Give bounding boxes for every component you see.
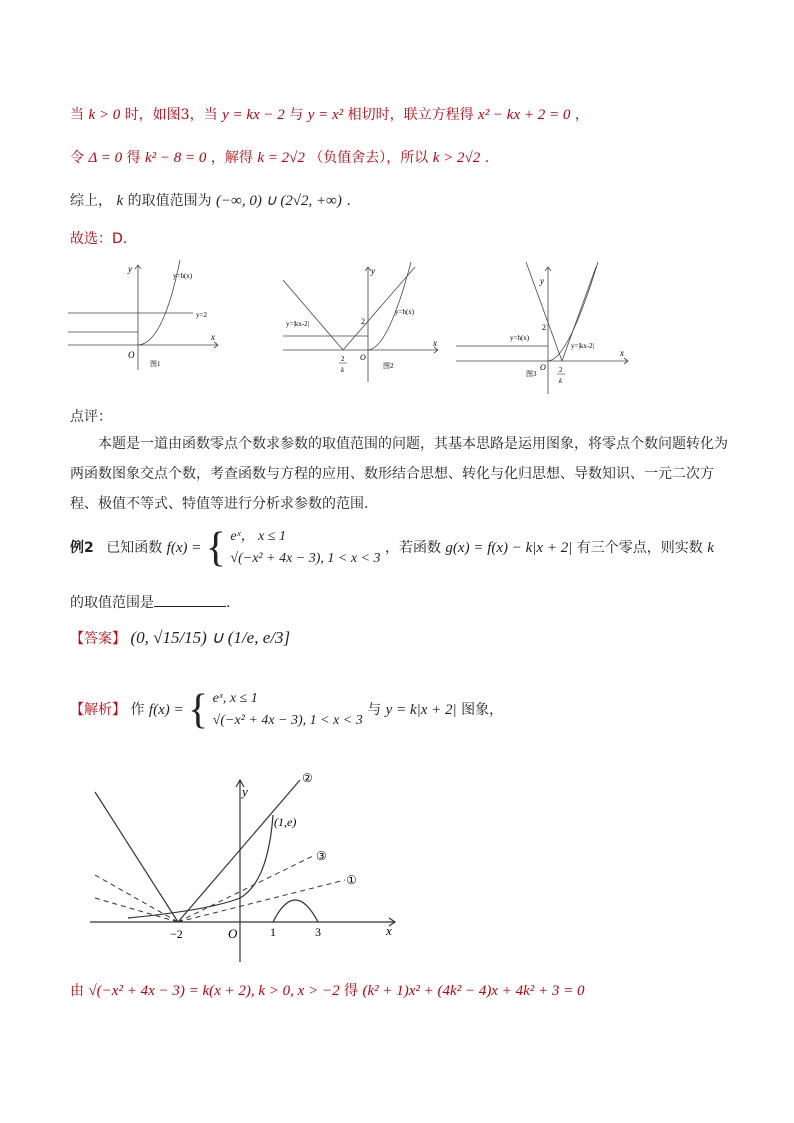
graph-line-3-left <box>95 875 178 922</box>
analysis-line: 【解析】 作 f(x) = { eˣ, x ≤ 1 √(−x² + 4x − 3), 1 < x < 3 与 y = k|x + 2| 图象， <box>70 687 504 733</box>
graph-line-2-left <box>95 792 178 922</box>
example2-line-2: 的取值范围是 . <box>70 595 231 611</box>
fig2-abs-left <box>283 280 343 350</box>
fig2-curve-label: y=h(x) <box>395 308 415 316</box>
fig1-curve-label: y=h(x) <box>173 272 193 280</box>
fig2-origin-label: O <box>360 353 366 362</box>
graph-line-2-right <box>178 780 300 922</box>
solution-line-2: 令 Δ = 0 得 k² − 8 = 0 ，解得 k = 2√2 （负值舍去），所以 k > 2√2 . <box>70 150 490 166</box>
example2-statement: 例2 已知函数 f(x) = { eˣ， x ≤ 1 √(−x² + 4x − 3), 1 < x < 3 ，若函数 g(x) = f(x) − k|x + 2| 有三个零点，则实数 k <box>70 525 714 571</box>
answer-value: (0, √15/15) ∪ (1/e, e/3] <box>130 628 291 647</box>
fig3-two-label: 2 <box>542 323 546 332</box>
example2-brace: { <box>205 525 226 571</box>
graph-y-label: y <box>242 784 248 799</box>
analysis-graph <box>90 770 410 965</box>
final-line: 由 √(−x² + 4x − 3) = k(x + 2), k > 0, x > −2 得 (k² + 1)x² + (4k² − 4)x + 4k² + 3 = 0 <box>70 983 585 999</box>
fig1-origin-label: O <box>128 350 135 360</box>
graph-marker-2: ② <box>302 771 313 785</box>
graph-line-3-right <box>178 855 315 922</box>
analysis-tag: 【解析】 <box>70 702 126 718</box>
fig1-line-label: y=2 <box>196 311 207 319</box>
fig3-caption: 图3 <box>526 370 537 378</box>
answer-blank <box>154 606 226 607</box>
fig3-origin-label: O <box>540 363 546 372</box>
figure-2 <box>283 262 443 387</box>
graph-tick-3: 3 <box>315 925 321 939</box>
graph-x-label: x <box>386 923 392 938</box>
graph-marker-1: ① <box>346 873 357 887</box>
answer-tag: 【答案】 <box>70 631 126 647</box>
fig3-curve-label: y=h(x) <box>510 334 530 342</box>
fig3-x-label: x <box>620 348 624 358</box>
fig1-y-label: y <box>128 264 132 274</box>
graph-exp-curve <box>128 815 273 918</box>
example2-piecewise: eˣ， x ≤ 1 √(−x² + 4x − 3), 1 < x < 3 <box>230 529 381 566</box>
graph-point-label: (1,e) <box>274 815 297 829</box>
answer-line <box>70 628 290 648</box>
fig2-tick-den: k <box>341 366 345 374</box>
analysis-brace: { <box>188 687 209 733</box>
graph-origin-label: O <box>228 926 238 941</box>
solution-line-4: 故选：D. <box>70 231 128 247</box>
fig3-tick-num: 2 <box>559 366 563 374</box>
fig3-tick-den: k <box>559 377 563 385</box>
graph-tick-1: 1 <box>270 925 276 939</box>
fig3-abs-label: y=|kx-2| <box>571 342 595 350</box>
fig2-abs-label: y=|kx-2| <box>286 320 310 328</box>
fig2-tick-num: 2 <box>341 355 345 363</box>
example2-label: 例2 <box>70 540 94 556</box>
fig1-x-label: x <box>211 332 215 342</box>
graph-tick-m2: −2 <box>170 927 183 941</box>
solution-line-3: 综上， k 的取值范围为 (−∞, 0) ∪ (2√2, +∞) . <box>70 193 351 209</box>
graph-semicircle <box>273 900 318 922</box>
fig2-y-label: y <box>371 266 375 276</box>
graph-marker-3: ③ <box>316 849 327 863</box>
fig1-caption: 图1 <box>150 360 161 368</box>
fig2-caption: 图2 <box>383 362 394 370</box>
comment-heading: 点评： <box>70 409 112 425</box>
graph-line-1-right <box>178 880 345 922</box>
analysis-piecewise: eˣ, x ≤ 1 √(−x² + 4x − 3), 1 < x < 3 <box>212 691 363 728</box>
fig2-x-label: x <box>433 338 437 348</box>
solution-line-1: 当 k > 0 时，如图3，当 y = kx − 2 与 y = x² 相切时，联立方程得 x² − kx + 2 = 0 ， <box>70 107 589 123</box>
figure-3 <box>456 262 631 397</box>
fig2-two-label: 2 <box>361 317 365 326</box>
comment-body: 本题是一道由函数零点个数求参数的取值范围的问题，其基本思路是运用图象，将零点个数问题转化为两函数图象交点个数，考查函数与方程的应用、数形结合思想、转化与化归思想、导数知识、一元二次方程、极值不等式、特值等进行分析求参数的范围. <box>70 436 728 512</box>
figure-1 <box>68 260 228 375</box>
fig3-y-label: y <box>540 276 544 286</box>
